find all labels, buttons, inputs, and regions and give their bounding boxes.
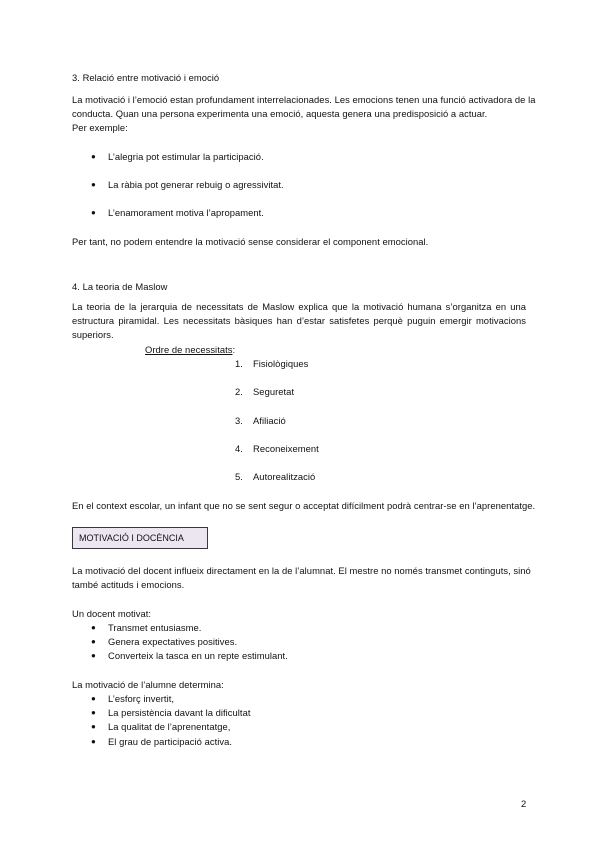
page-number: 2 — [521, 798, 527, 809]
need-label: Reconeixement — [253, 443, 319, 454]
list-item: El grau de participació activa. — [108, 736, 233, 747]
student-intro: La motivació de l’alumne determina: — [72, 679, 224, 690]
bullet-icon: ● — [91, 180, 96, 189]
bullet-icon: ● — [91, 637, 96, 646]
need-label: Afiliació — [253, 415, 286, 426]
section-5-para-line-1: La motivació del docent influeix directament en la de l’alumnat. El mestre no només transmet continguts, sinó — [72, 565, 531, 576]
school-context: En el context escolar, un infant que no se sent segur o acceptat difícilment podrà centrar-se en l’aprenentatge. — [72, 500, 536, 511]
bullet-icon: ● — [91, 737, 96, 746]
section-5-title: MOTIVACIÓ I DOCÈNCIA — [79, 533, 184, 543]
section-5-title-box — [72, 527, 208, 549]
section-3-para-line-2: conducta. Quan una persona experimenta una emoció, aquesta genera una predisposició a actuar. — [72, 108, 488, 119]
need-label: Seguretat — [253, 386, 295, 397]
needs-order-colon: : — [232, 344, 236, 355]
section-5-para-line-2: també actituds i emocions. — [72, 579, 185, 590]
need-label: Fisiològiques — [253, 358, 309, 369]
bullet-icon: ● — [91, 623, 96, 632]
list-item: La ràbia pot generar rebuig o agressivitat. — [108, 179, 284, 190]
list-item: La qualitat de l’aprenentatge, — [108, 721, 231, 732]
teacher-intro: Un docent motivat: — [72, 608, 152, 619]
need-label: Autorealització — [253, 471, 316, 482]
list-item: L’alegria pot estimular la participació. — [108, 151, 264, 162]
need-number: 5. — [235, 471, 243, 482]
need-number: 4. — [235, 443, 243, 454]
section-4-para-line-2: estructura piramidal. Les necessitats bàsiques han d’estar satisfetes perquè puguin emergir motivacions — [72, 315, 526, 326]
section-4-para-line-1: La teoria de la jerarquia de necessitats de Maslow explica que la motivació humana s’organitza en una — [72, 301, 526, 312]
bullet-icon: ● — [91, 722, 96, 731]
need-number: 2. — [235, 386, 243, 397]
section-4-para-line-3: superiors. — [72, 329, 114, 340]
needs-order-text: Ordre de necessitats — [145, 344, 233, 355]
section-3-heading: 3. Relació entre motivació i emoció — [72, 72, 220, 83]
need-number: 3. — [235, 415, 243, 426]
bullet-icon: ● — [91, 152, 96, 161]
bullet-icon: ● — [91, 651, 96, 660]
section-3-conclusion: Per tant, no podem entendre la motivació sense considerar el component emocional. — [72, 236, 429, 247]
bullet-icon: ● — [91, 708, 96, 717]
section-4-heading: 4. La teoria de Maslow — [72, 281, 168, 292]
bullet-icon: ● — [91, 208, 96, 217]
example-intro: Per exemple: — [72, 122, 128, 133]
list-item: Converteix la tasca en un repte estimulant. — [108, 650, 288, 661]
list-item: Transmet entusiasme. — [108, 622, 202, 633]
needs-order-label — [145, 343, 235, 357]
need-number: 1. — [235, 358, 243, 369]
list-item: L’esforç invertit, — [108, 693, 175, 704]
list-item: Genera expectatives positives. — [108, 636, 238, 647]
section-3-para-line-1: La motivació i l’emoció estan profundament interrelacionades. Les emocions tenen una funció activadora de la — [72, 94, 536, 105]
bullet-icon: ● — [91, 694, 96, 703]
list-item: La persistència davant la dificultat — [108, 707, 251, 718]
list-item: L’enamorament motiva l’apropament. — [108, 207, 264, 218]
